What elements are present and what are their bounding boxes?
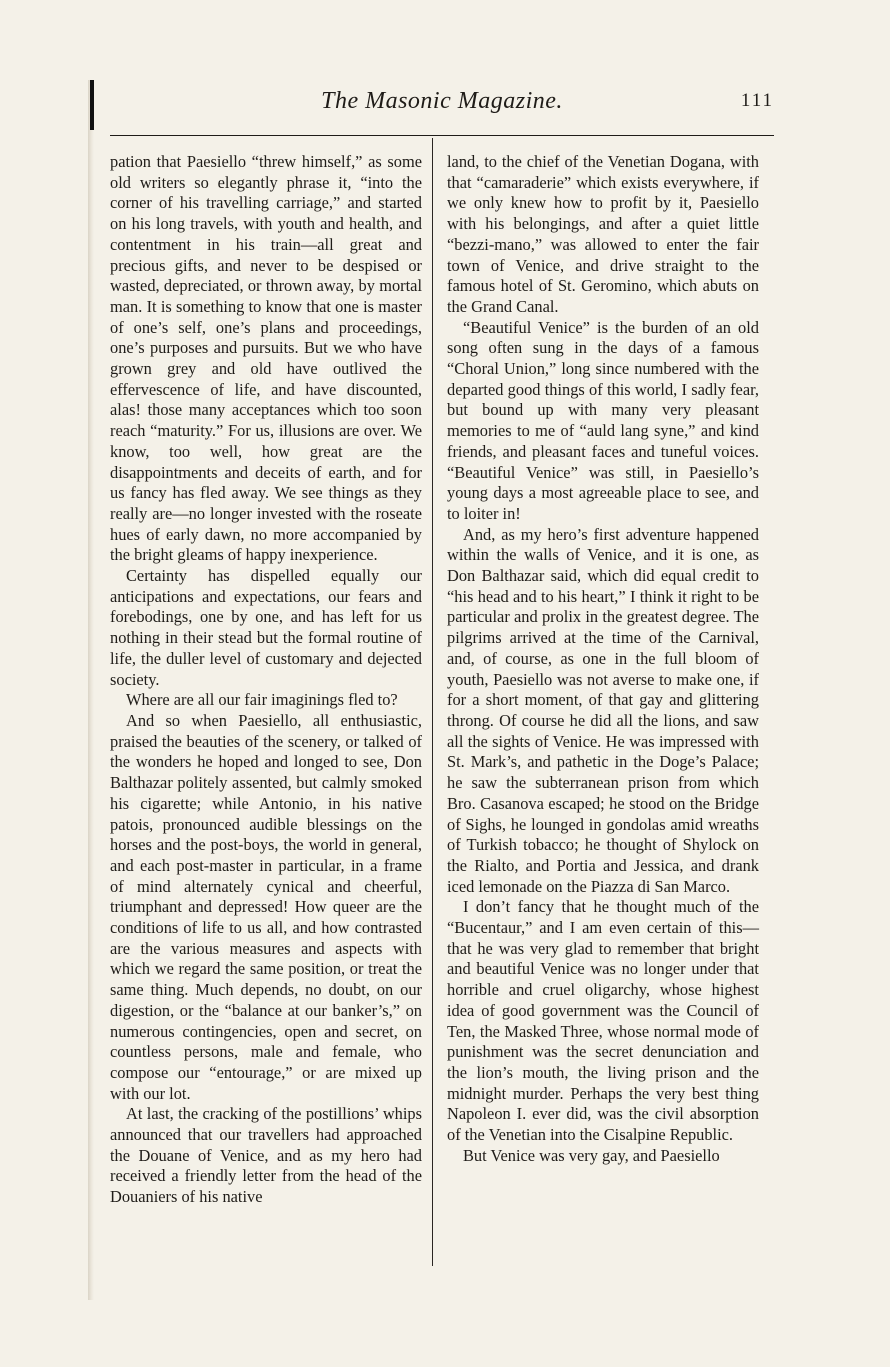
binding-mark bbox=[90, 80, 94, 130]
paragraph: Where are all our fair imaginings fled to? bbox=[126, 690, 398, 710]
right-column bbox=[447, 152, 759, 1166]
paragraph: I don’t fancy that he thought much of the “Bucentaur,” and I am even certain of this—that he was very glad to remember that bright and beautiful Venice was no longer under that horrible and cruel oligarchy, whose highest idea of good government was the Council of Ten, the Masked Three, whose normal mode of punishment was the secret denunciation and the lion’s mouth, the living prison and the midnight murder. Perhaps the very best thing Napoleon I. ever did, was the civil absorption of the Venetian into the Cisalpine Republic. bbox=[447, 897, 759, 1145]
paragraph: “Beautiful Venice” is the burden of an old song often sung in the days of a famous “Choral Union,” long since numbered with the departed good things of this world, I sadly fear, but bound up with many very pleasant memories to me of “auld lang syne,” and kind friends, and pleasant faces and tuneful voices. “Beautiful Venice” was still, in Paesiello’s young days a most agreeable place to see, and to loiter in! bbox=[447, 317, 759, 523]
page-edge-shadow bbox=[88, 80, 94, 1300]
paragraph: At last, the cracking of the postillions’ whips announced that our travellers had approached the Douane of Venice, and as my hero had received a friendly letter from the head of the Douaniers of his native bbox=[110, 1104, 422, 1207]
header-rule bbox=[110, 135, 774, 136]
running-title: The Masonic Magazine. bbox=[321, 88, 563, 114]
left-column bbox=[110, 152, 422, 1208]
paragraph: land, to the chief of the Venetian Dogana, with that “camaraderie” which exists everywhere, if we only knew how to profit by it, Paesiello with his belongings, and after a quiet little “bezzi-mano,” was allowed to enter the fair town of Venice, and drive straight to the famous hotel of St. Geromino, which abuts on the Grand Canal. bbox=[447, 152, 759, 316]
paragraph: pation that Paesiello “threw himself,” as some old writers so elegantly phrase it, “into the corner of his travelling carriage,” and started on his long travels, with youth and health, and contentment in his train—all great and precious gifts, and never to be despised or wasted, depreciated, or thrown away, by mortal man. It is something to know that one is master of one’s self, one’s plans and proceedings, one’s purposes and pursuits. But we who have grown grey and old have outlived the effervescence of life, and have discounted, alas! those many acceptances which too soon reach “maturity.” For us, illusions are over. We know, too well, how great are the disappointments and deceits of earth, and for us fancy has fled away. We see things as they really are—no longer invested with the roseate hues of early dawn, no more accompanied by the bright gleams of happy inexperience. bbox=[110, 152, 422, 565]
page-number: 111 bbox=[740, 90, 774, 111]
page-header bbox=[110, 88, 774, 122]
paragraph: And, as my hero’s first adventure happened within the walls of Venice, and it is one, as Don Balthazar said, which did equal credit to “his head and to his heart,” I think it right to be particular and prolix in the greatest degree. The pilgrims arrived at the time of the Carnival, and, of course, as one in the full bloom of youth, Paesiello was not averse to make one, if for a short moment, of that gay and glittering throng. Of course he did all the lions, and saw all the sights of Venice. He was impressed with St. Mark’s, and pathetic in the Doge’s Palace; he saw the subterranean prison from which Bro. Casanova escaped; he stood on the Bridge of Sighs, he lounged in gondolas amid wreaths of Turkish tobacco; he thought of Shylock on the Rialto, and Portia and Jessica, and drank iced lemonade on the Piazza di San Marco. bbox=[447, 524, 759, 896]
paragraph: And so when Paesiello, all enthusiastic, praised the beauties of the scenery, or talked of the wonders he hoped and longed to see, Don Balthazar politely assented, but calmly smoked his cigarette; while Antonio, in his native patois, pronounced audible blessings on the horses and the post-boys, the world in general, and each post-master in particular, in a frame of mind alternately cynical and cheerful, triumphant and depressed! How queer are the conditions of life to us all, and how contrasted are the various measures and aspects with which we regard the same position, or treat the same thing. Much depends, no doubt, on our digestion, or the “balance at our banker’s,” on numerous contingencies, open and secret, on countless persons, male and female, who compose our “entourage,” or are mixed up with our lot. bbox=[110, 710, 422, 1103]
paragraph: Certainty has dispelled equally our anticipations and expectations, our fears and forebodings, one by one, and has left for us nothing in their stead but the formal routine of life, the duller level of customary and dejected society. bbox=[110, 566, 422, 689]
paragraph: But Venice was very gay, and Paesiello bbox=[463, 1145, 720, 1165]
column-divider bbox=[432, 138, 433, 1266]
